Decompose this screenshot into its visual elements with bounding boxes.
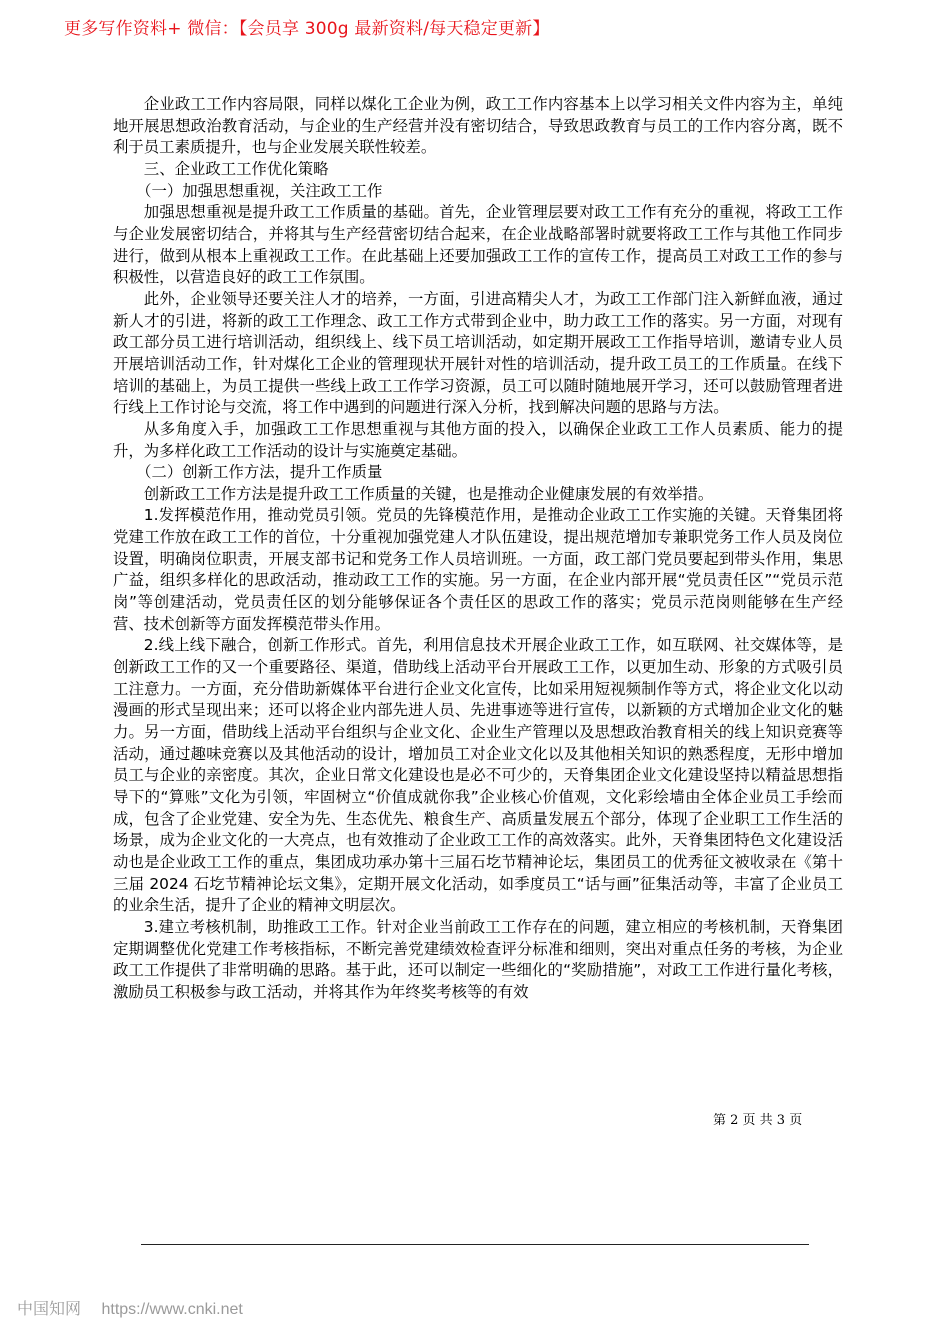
page-indicator: 第 2 页 共 3 页 bbox=[713, 1113, 803, 1128]
paragraph: 创新政工工作方法是提升政工工作质量的关键，也是推动企业健康发展的有效举措。 bbox=[143, 484, 714, 503]
section-heading: 三、企业政工工作优化策略 bbox=[143, 159, 329, 178]
subsection-heading: （一）加强思想重视，关注政工工作 bbox=[136, 181, 383, 200]
paragraph: 1.发挥模范作用，推动党员引领。党员的先锋模范作用，是推动企业政工工作实施的关键。天脊集团将党建工作放在政工工作的首位，十分重视加强党建人才队伍建设，提出规范增加专兼职党务工作人员及岗位设置，明确岗位职责，开展支部书记和党务工作人员培训班。一方面，政工部门党员要起到带头作用，集思广益，组织多样化的思政活动，推动政工工作的实施。另一方面，在企业内部开展“党员责任区”“党员示范岗”等创建活动，党员责任区的划分能够保证各个责任区的思政工作的落实；党员示范岗则能够在生产经营、技术创新等方面发挥模范带头作用。 bbox=[113, 506, 843, 633]
paragraph: 3.建立考核机制，助推政工工作。针对企业当前政工工作存在的问题，建立相应的考核机制，天脊集团定期调整优化党建工作考核指标，不断完善党建绩效检查评分标准和细则，突出对重点任务的考核，为企业政工工作提供了非常明确的思路。基于此，还可以制定一些细化的“奖励措施”，对政工工作进行量化考核，激励员工积极参与政工活动，并将其作为年终奖考核等的有效 bbox=[113, 917, 843, 1001]
paragraph: 企业政工工作内容局限，同样以煤化工企业为例，政工工作内容基本上以学习相关文件内容为主，单纯地开展思想政治教育活动，与企业的生产经营并没有密切结合，导致思政教育与员工的工作内容分离，既不利于员工素质提升，也与企业发展关联性较差。 bbox=[113, 95, 843, 157]
paragraph: 加强思想重视是提升政工工作质量的基础。首先，企业管理层要对政工工作有充分的重视，将政工工作与企业发展密切结合，并将其与生产经营密切结合起来，在企业战略部署时就要将政工工作与其他工作同步进行，做到从根本上重视政工工作。在此基础上还要加强政工工作的宣传工作，提高员工对政工工作的参与积极性，以营造良好的政工工作氛围。 bbox=[113, 203, 843, 287]
watermark-site-name: 中国知网 bbox=[17, 1301, 82, 1318]
paragraph: 2.线上线下融合，创新工作形式。首先，利用信息技术开展企业政工工作，如互联网、社交媒体等，是创新政工工作的又一个重要路径、渠道，借助线上活动平台开展政工工作，以更加生动、形象的方式吸引员工注意力。一方面，充分借助新媒体平台进行企业文化宣传，比如采用短视频制作等方式，将企业文化以动漫画的形式呈现出来；还可以将企业内部先进人员、先进事迹等进行宣传，以新颖的方式增加企业文化的魅力。另一方面，借助线上活动平台组织与企业文化、企业生产管理以及思想政治教育相关的线上知识竞赛等活动，通过趣味竞赛以及其他活动的设计，增加员工对企业文化以及其他相关知识的熟悉程度，无形中增加员工与企业的亲密度。其次，企业日常文化建设也是必不可少的，天脊集团企业文化建设坚持以精益思想指导下的“算账”文化为引领，牢固树立“价值成就你我”企业核心价值观，文化彩绘墙由全体企业员工手绘而成，包含了企业党建、安全为先、生态优先、粮食生产、高质量发展五个部分，体现了企业职工工作生活的场景，成为企业文化的一大亮点，也有效推动了企业政工工作的高效落实。此外，天脊集团特色文化建设活动也是企业政工工作的重点，集团成功承办第十三届石圪节精神论坛，集团员工的优秀征文被收录在《第十三届 2024 石圪节精神论坛文集》，定期开展文化活动，如季度员工“话与画”征集活动等，丰富了企业员工的业余生活，提升了企业的精神文明层次。 bbox=[113, 636, 843, 915]
watermark-url: https://www.cnki.net bbox=[101, 1301, 243, 1318]
subsection-heading: （二）创新工作方法，提升工作质量 bbox=[136, 463, 383, 482]
footer-divider bbox=[141, 1244, 809, 1245]
paragraph: 此外，企业领导还要关注人才的培养，一方面，引进高精尖人才，为政工工作部门注入新鲜血液，通过新人才的引进，将新的政工工作理念、政工工作方式带到企业中，助力政工工作的落实。另一方面，对现有政工部分员工进行培训活动，组织线上、线下员工培训活动，如定期开展政工工作指导培训，邀请专业人员开展培训活动工作，针对煤化工企业的管理现状开展针对性的培训活动，提升政工员工的工作质量。在线下培训的基础上，为员工提供一些线上政工工作学习资源，员工可以随时随地展开学习，还可以鼓励管理者进行线上工作讨论与交流，将工作中遇到的问题进行深入分析，找到解决问题的思路与方法。 bbox=[113, 289, 843, 417]
document-body bbox=[113, 94, 843, 1004]
watermark bbox=[17, 1296, 243, 1319]
promo-banner: 更多写作资料+ 微信：【会员享 300g 最新资料/每天稳定更新】 bbox=[64, 19, 550, 39]
paragraph: 从多角度入手，加强政工工作思想重视与其他方面的投入，以确保企业政工工作人员素质、能力的提升，为多样化政工工作活动的设计与实施奠定基础。 bbox=[113, 419, 843, 460]
